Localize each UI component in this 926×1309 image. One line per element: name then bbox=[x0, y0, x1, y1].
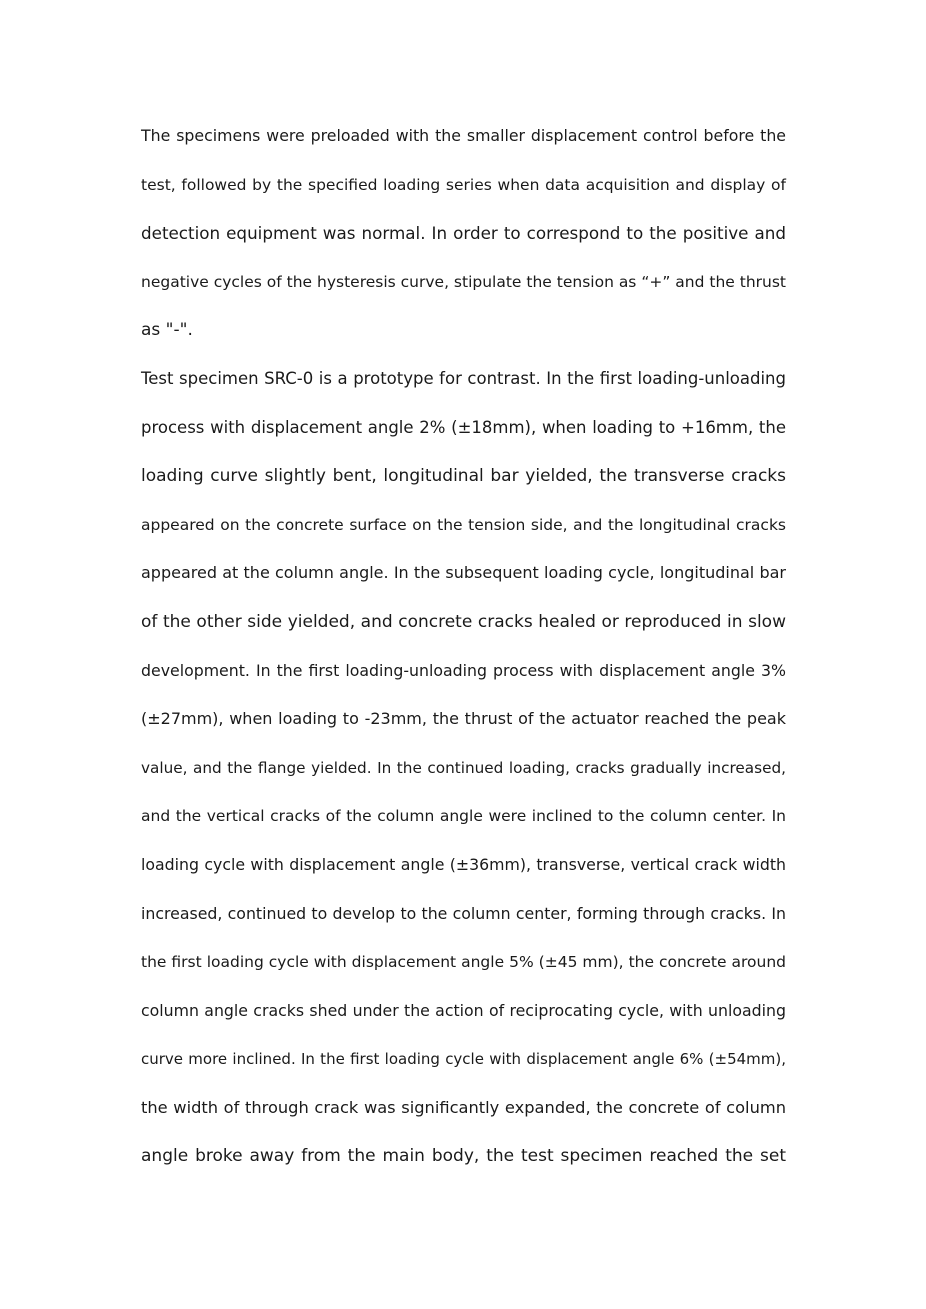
text-line: The specimens were preloaded with the smaller displacement control before the bbox=[141, 126, 786, 145]
text-line: process with displacement angle 2% (±18mm), when loading to +16mm, the bbox=[141, 417, 786, 437]
text-line: Test specimen SRC-0 is a prototype for contrast. In the first loading-unloading bbox=[141, 368, 786, 388]
text-line: the first loading cycle with displacement angle 5% (±45 mm), the concrete around bbox=[141, 953, 786, 972]
text-line: development. In the first loading-unloading process with displacement angle 3% bbox=[141, 660, 786, 680]
text-line: (±27mm), when loading to -23mm, the thrust of the actuator reached the peak bbox=[141, 709, 786, 729]
paragraph-preloading bbox=[141, 112, 786, 355]
text-line: test, followed by the specified loading series when data acquisition and display of bbox=[141, 175, 786, 194]
text-line: and the vertical cracks of the column angle were inclined to the column center. In bbox=[141, 807, 786, 826]
text-line: curve more inclined. In the first loading cycle with displacement angle 6% (±54mm), bbox=[141, 1050, 786, 1069]
text-line: as "-". bbox=[141, 320, 193, 341]
document-page bbox=[141, 112, 786, 1181]
text-line: column angle cracks shed under the action of reciprocating cycle, with unloading bbox=[141, 1000, 786, 1020]
text-line: detection equipment was normal. In order to correspond to the positive and bbox=[141, 223, 786, 244]
text-line: appeared on the concrete surface on the tension side, and the longitudinal cracks bbox=[141, 515, 786, 534]
text-line: of the other side yielded, and concrete cracks healed or reproduced in slow bbox=[141, 611, 786, 632]
text-line: increased, continued to develop to the column center, forming through cracks. In bbox=[141, 903, 786, 923]
paragraph-specimen-src0 bbox=[141, 355, 786, 1181]
text-line: appeared at the column angle. In the subsequent loading cycle, longitudinal bar bbox=[141, 563, 786, 583]
text-line: angle broke away from the main body, the test specimen reached the set bbox=[141, 1146, 786, 1167]
text-line: negative cycles of the hysteresis curve, stipulate the tension as “+” and the thrust bbox=[141, 272, 786, 291]
text-line: the width of through crack was significantly expanded, the concrete of column bbox=[141, 1097, 786, 1117]
text-line: loading curve slightly bent, longitudinal bar yielded, the transverse cracks bbox=[141, 466, 786, 487]
text-line: loading cycle with displacement angle (±36mm), transverse, vertical crack width bbox=[141, 854, 786, 874]
text-line: value, and the flange yielded. In the continued loading, cracks gradually increased, bbox=[141, 758, 786, 777]
